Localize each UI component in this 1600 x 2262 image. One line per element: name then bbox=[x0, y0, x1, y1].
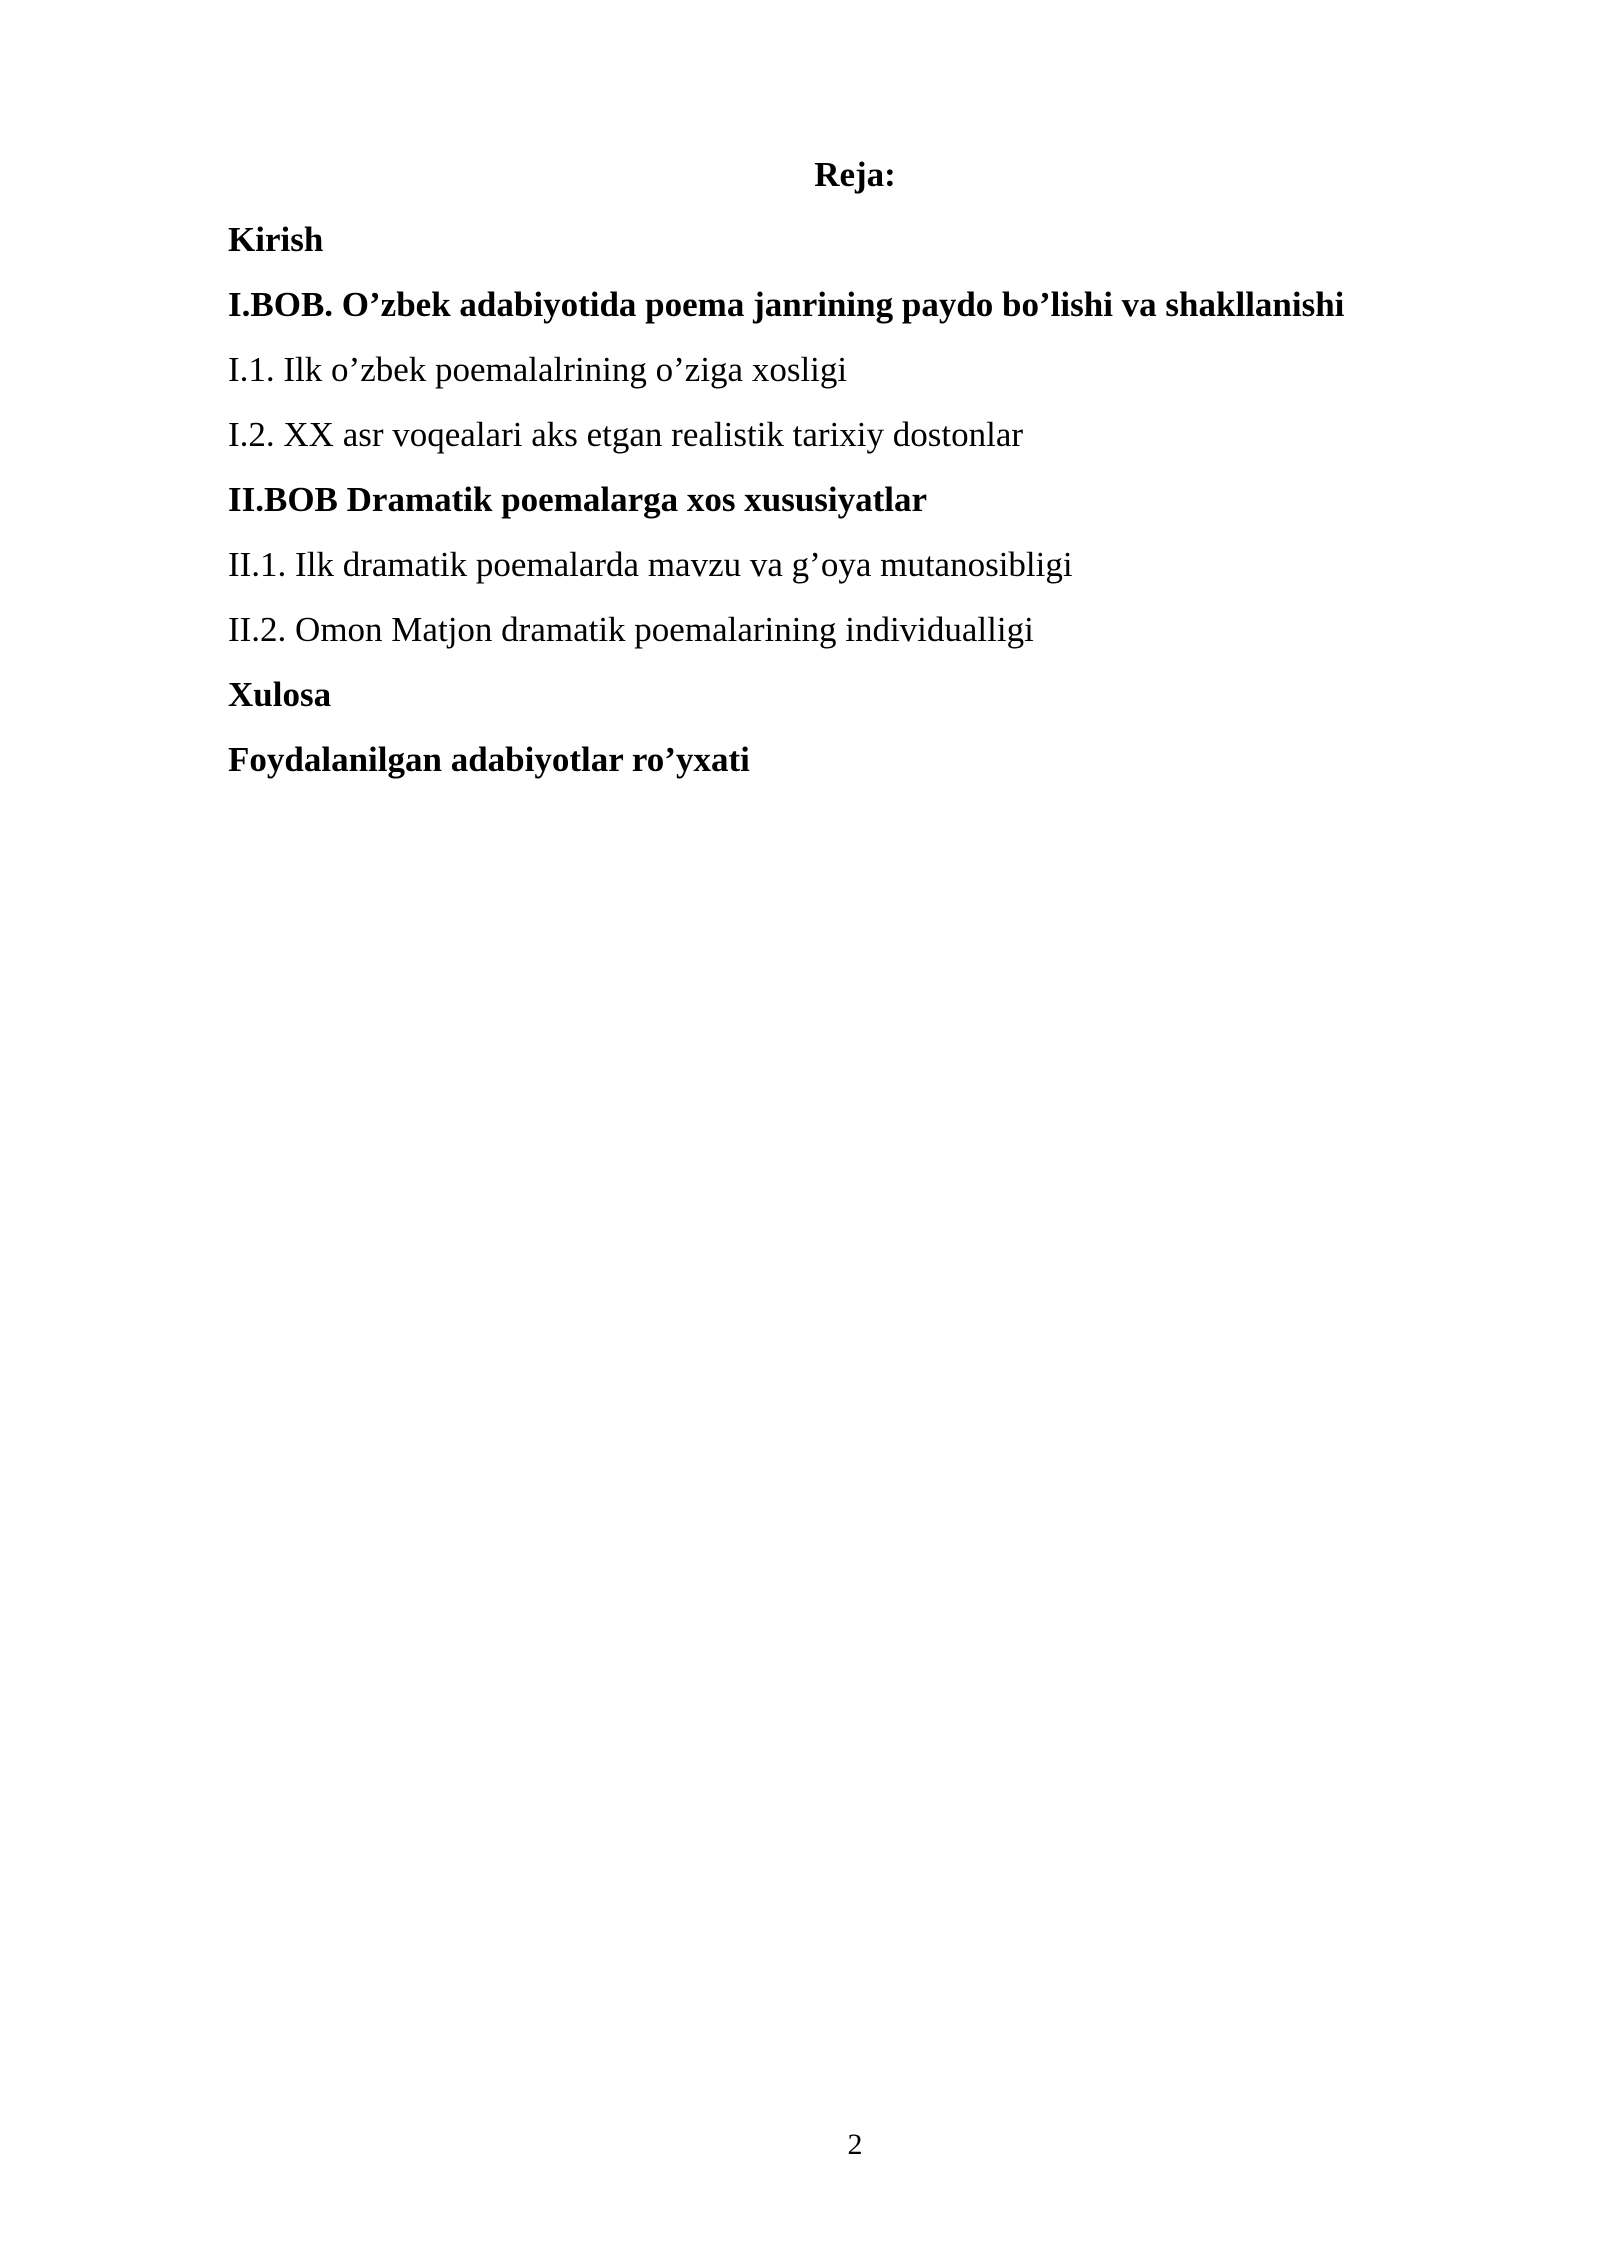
page-number: 2 bbox=[847, 2128, 863, 2161]
toc-item-section-1-1: I.1. Ilk o’zbek poemalalrining o’ziga xosligi bbox=[228, 350, 848, 389]
page-title: Reja: bbox=[814, 155, 896, 194]
toc-item-section-2-2: II.2. Omon Matjon dramatik poemalarining individualligi bbox=[228, 610, 1034, 649]
toc-item-xulosa: Xulosa bbox=[228, 675, 332, 714]
toc-item-chapter-1: I.BOB. O’zbek adabiyotida poema janrining paydo bo’lishi va shakllanishi bbox=[228, 285, 1345, 324]
table-of-contents bbox=[228, 215, 1508, 800]
toc-item-references: Foydalanilgan adabiyotlar ro’yxati bbox=[228, 740, 750, 779]
toc-item-section-1-2: I.2. XX asr voqealari aks etgan realistik tarixiy dostonlar bbox=[228, 415, 1024, 454]
toc-item-chapter-2: II.BOB Dramatik poemalarga xos xususiyatlar bbox=[228, 480, 928, 519]
toc-item-section-2-1: II.1. Ilk dramatik poemalarda mavzu va g’oya mutanosibligi bbox=[228, 545, 1073, 584]
toc-item-kirish: Kirish bbox=[228, 220, 324, 259]
